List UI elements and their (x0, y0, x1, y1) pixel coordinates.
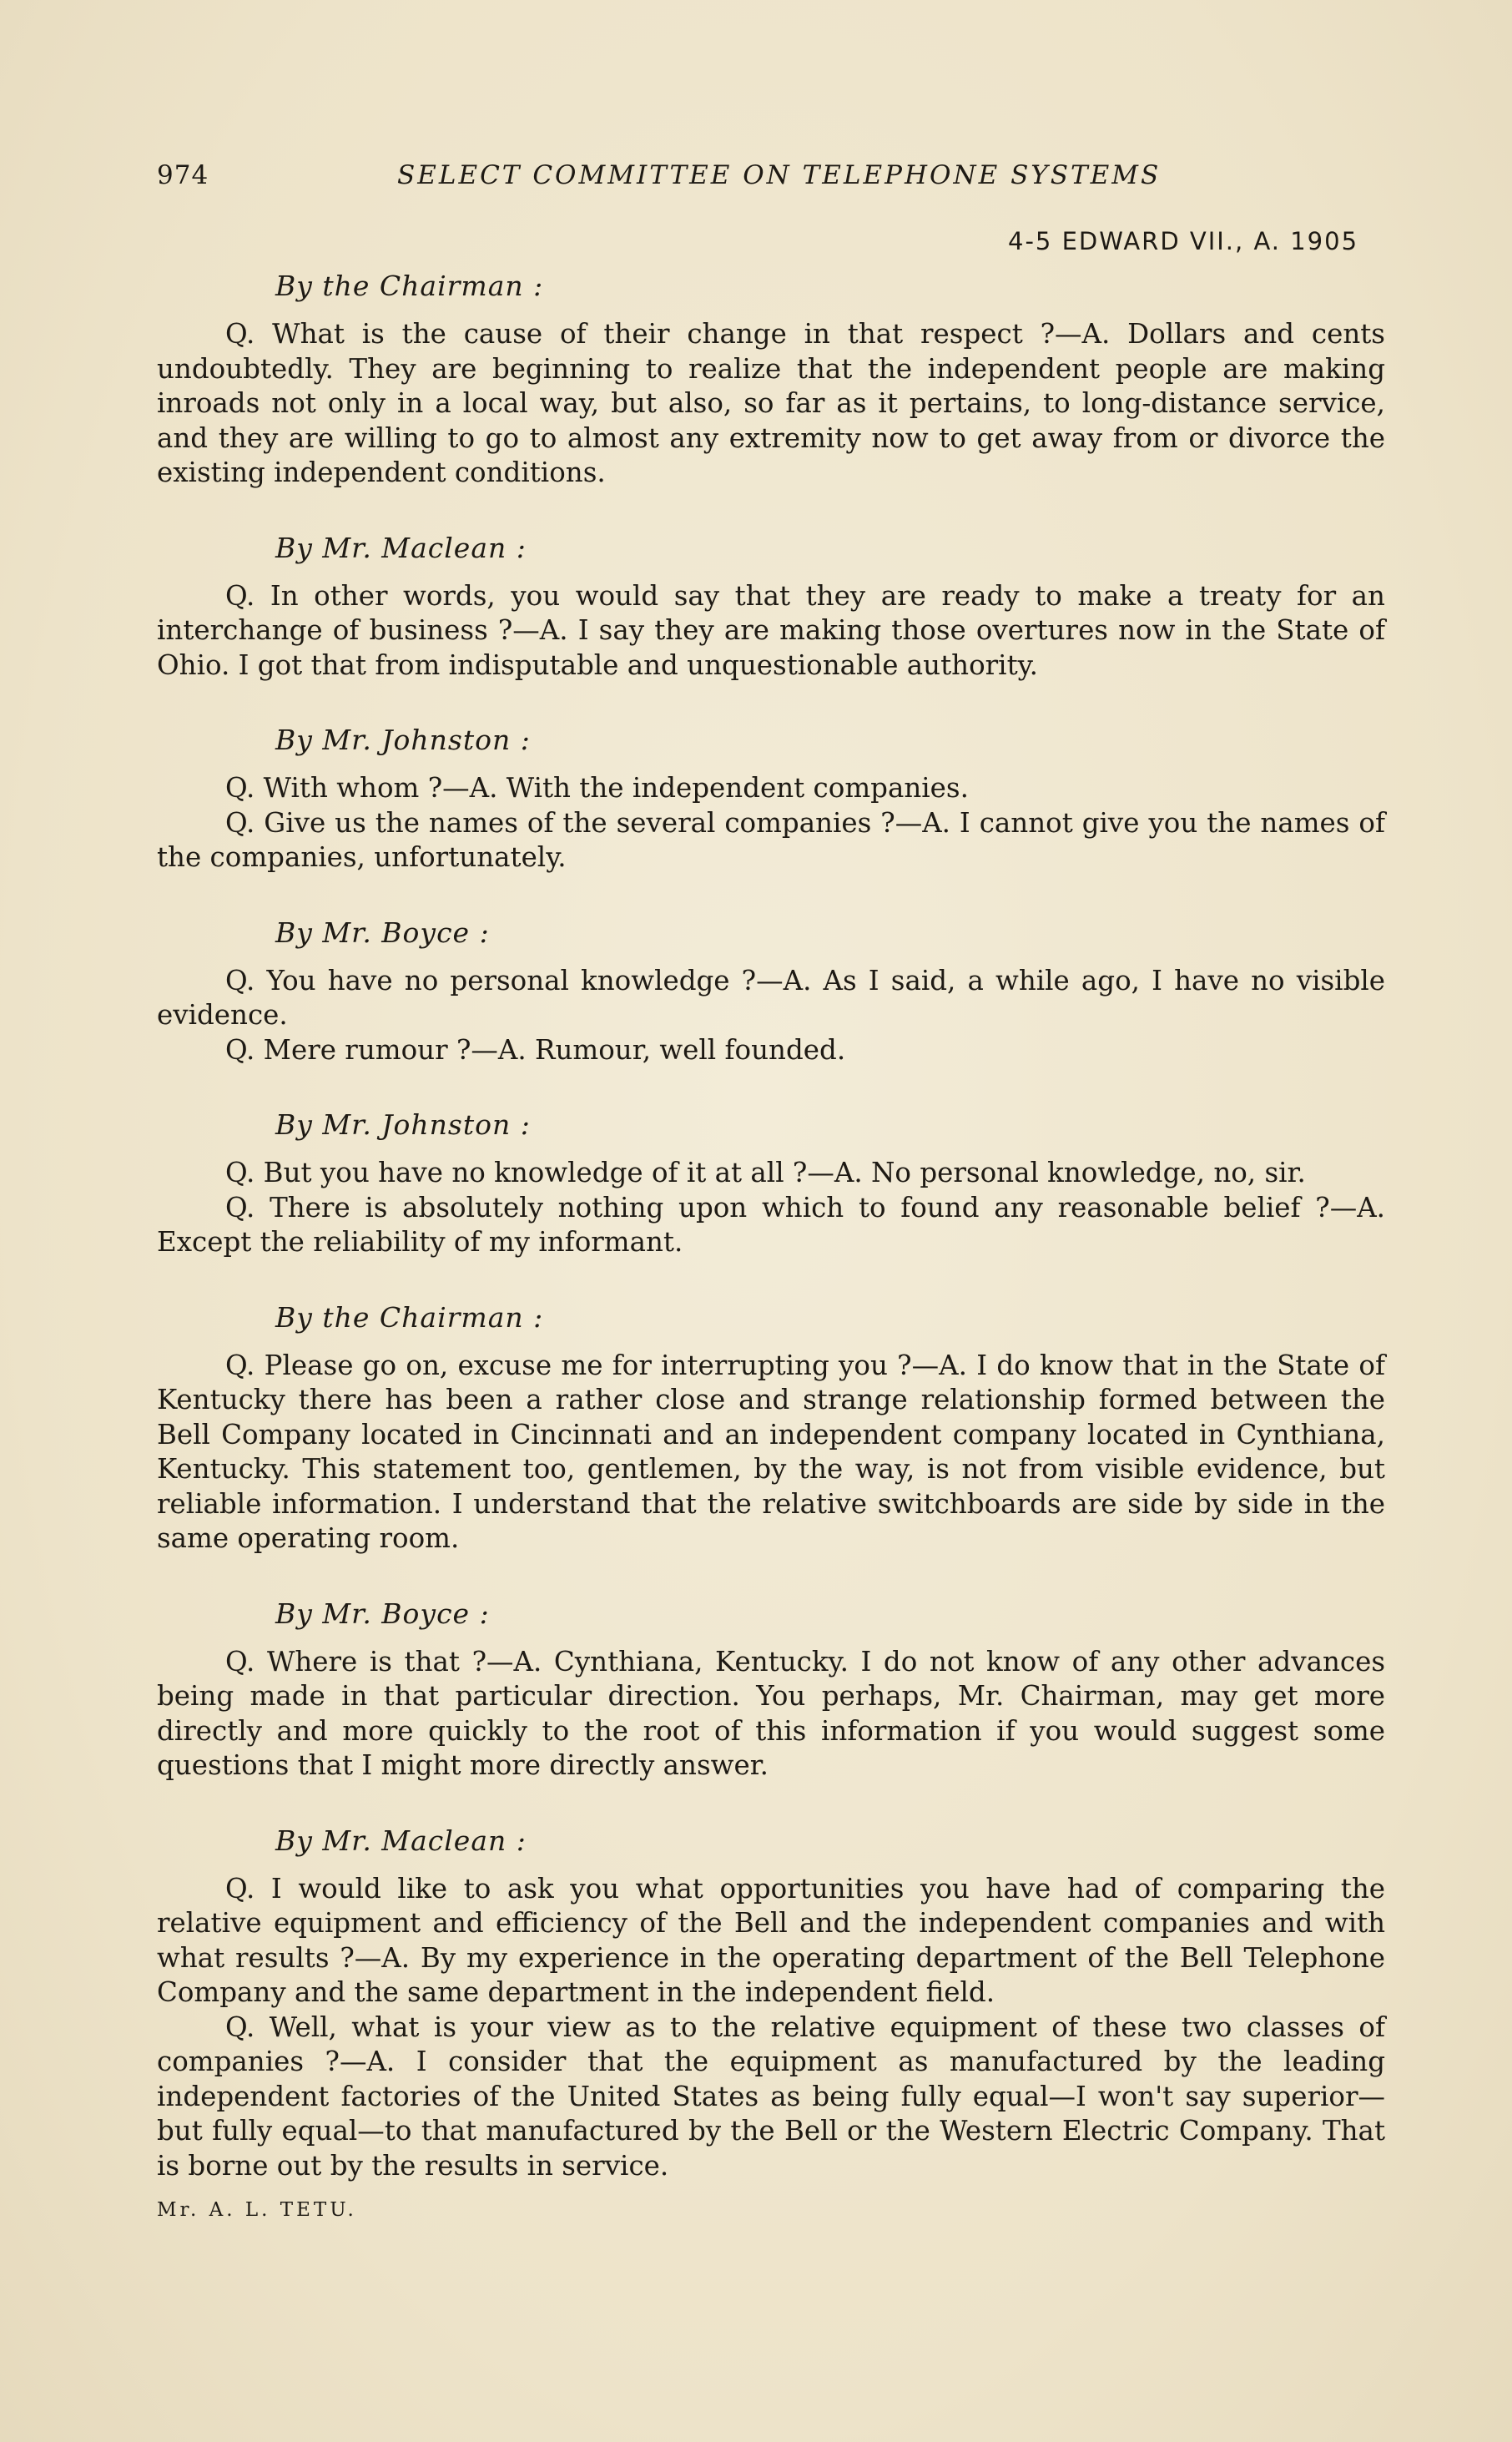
question-answer-paragraph: Q. Give us the names of the several companies ?—A. I cannot give you the names of the companies, unfortunately. (157, 806, 1385, 873)
testimony-section (157, 1824, 1385, 2184)
question-answer-paragraph: Q. In other words, you would say that they are ready to make a treaty for an interchange of business ?—A. I say they are making those overtures now in the State of Ohio. I got that from indisputable and unquestionable authority. (157, 579, 1385, 681)
question-answer-paragraph: Q. There is absolutely nothing upon which to found any reasonable belief ?—A. Except the reliability of my informant. (157, 1191, 1385, 1258)
speaker-heading: By the Chairman : (275, 1300, 544, 1334)
question-answer-paragraph: Q. I would like to ask you what opportunities you have had of comparing the relative equipment and efficiency of the Bell and the independent companies and with what results ?—A. By my experience in the operating department of the Bell Telephone Company and the same department in the independent field. (157, 1872, 1385, 2008)
speaker-heading: By Mr. Johnston : (275, 1108, 531, 1141)
question-answer-paragraph: Q. But you have no knowledge of it at all ?—A. No personal knowledge, no, sir. (225, 1157, 1306, 1188)
speaker-heading: By Mr. Boyce : (275, 916, 490, 949)
question-answer-paragraph: Q. With whom ?—A. With the independent companies. (225, 772, 969, 804)
testimony-section (157, 531, 1385, 684)
testimony-section (157, 1300, 1385, 1557)
page-number: 974 (157, 160, 209, 190)
question-answer-paragraph: Q. What is the cause of their change in that respect ?—A. Dollars and cents undoubtedly. They are beginning to realize that the independent people are making inroads not only in a local way, but also, so far as it pertains, to long-distance service, and they are willing to go to almost any extremity now to get away from or divorce the existing independent conditions. (157, 318, 1385, 488)
question-answer-paragraph: Q. Well, what is your view as to the relative equipment of these two classes of companies ?—A. I consider that the equipment as manufactured by the leading independent factories of the United States as being fully equal—I won't say superior—but fully equal—to that manufactured by the Bell or the Western Electric Company. That is borne out by the results in service. (157, 2011, 1385, 2182)
speaker-heading: By Mr. Maclean : (275, 1824, 527, 1857)
testimony-section (157, 916, 1385, 1068)
testimony-section (157, 269, 1385, 491)
speaker-heading: By the Chairman : (275, 270, 544, 302)
question-answer-paragraph: Q. Mere rumour ?—A. Rumour, well founded. (225, 1033, 846, 1066)
testimony-section (157, 1107, 1385, 1260)
speaker-heading: By Mr. Johnston : (275, 724, 531, 756)
running-title: SELECT COMMITTEE ON TELEPHONE SYSTEMS (397, 160, 1162, 190)
testimony-body (157, 269, 1385, 2183)
question-answer-paragraph: Q. Where is that ?—A. Cynthiana, Kentucky. I do not know of any other advances being made in that particular direction. You perhaps, Mr. Chairman, may get more directly and more quickly to the root of this information if you would suggest some questions that I might more directly answer. (157, 1645, 1385, 1781)
witness-initials: Mr. A. L. TETU. (157, 2199, 357, 2221)
speaker-heading: By Mr. Boyce : (275, 1597, 490, 1630)
session-reference: 4-5 EDWARD VII., A. 1905 (1008, 227, 1359, 255)
question-answer-paragraph: Q. You have no personal knowledge ?—A. As I said, a while ago, I have no visible evidence. (157, 964, 1385, 1031)
question-answer-paragraph: Q. Please go on, excuse me for interrupting you ?—A. I do know that in the State of Kentucky there has been a rather close and strange relationship formed between the Bell Company located in Cincinnati and an independent company located in Cynthiana, Kentucky. This statement too, gentlemen, by the way, is not from visible evidence, but reliable information. I understand that the relative switchboards are side by side in the same operating room. (157, 1349, 1385, 1554)
speaker-heading: By Mr. Maclean : (275, 531, 527, 564)
testimony-section (157, 723, 1385, 875)
testimony-section (157, 1597, 1385, 1784)
